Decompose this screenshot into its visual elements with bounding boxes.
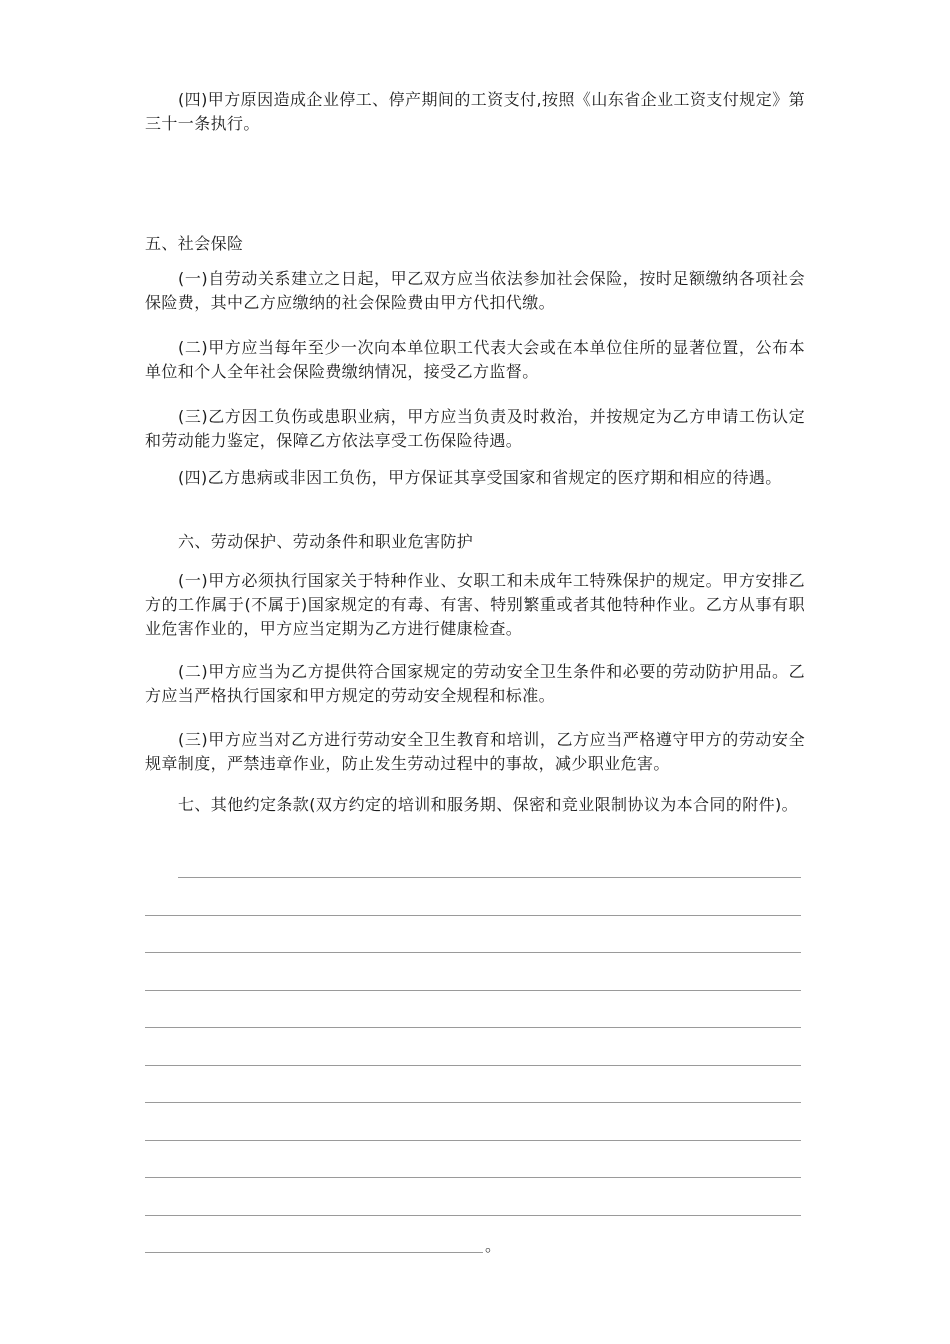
document-page xyxy=(145,0,805,1344)
blank-line xyxy=(145,1177,801,1178)
blank-line xyxy=(145,1215,801,1216)
blank-line-last xyxy=(145,1252,483,1253)
blank-line xyxy=(145,915,801,916)
blank-line xyxy=(145,952,801,953)
clause-5-4: (四)乙方患病或非因工负伤，甲方保证其享受国家和省规定的医疗期和相应的待遇。 xyxy=(178,468,782,487)
clause-5-1: (一)自劳动关系建立之日起，甲乙双方应当依法参加社会保险，按时足额缴纳各项社会保险费，其中乙方应缴纳的社会保险费由甲方代扣代缴。 xyxy=(145,269,805,312)
blank-line xyxy=(145,1140,801,1141)
blank-line xyxy=(145,1027,801,1028)
clause-6-3: (三)甲方应当对乙方进行劳动安全卫生教育和培训，乙方应当严格遵守甲方的劳动安全规章制度，严禁违章作业，防止发生劳动过程中的事故，减少职业危害。 xyxy=(145,730,805,773)
section-5-heading: 五、社会保险 xyxy=(145,234,244,253)
blank-end-mark: 。 xyxy=(485,1236,502,1255)
section-7-text: 七、其他约定条款(双方约定的培训和服务期、保密和竞业限制协议为本合同的附件)。 xyxy=(178,795,799,814)
section-6-heading: 六、劳动保护、劳动条件和职业危害防护 xyxy=(178,532,474,551)
blank-line xyxy=(178,877,801,878)
clause-5-3: (三)乙方因工负伤或患职业病，甲方应当负责及时救治，并按规定为乙方申请工伤认定和劳动能力鉴定，保障乙方依法享受工伤保险待遇。 xyxy=(145,407,805,450)
clause-6-1: (一)甲方必须执行国家关于特种作业、女职工和未成年工特殊保护的规定。甲方安排乙方的工作属于(不属于)国家规定的有毒、有害、特别繁重或者其他特种作业。乙方从事有职业危害作业的，甲方应当定期为乙方进行健康检查。 xyxy=(145,571,805,638)
blank-line xyxy=(145,1102,801,1103)
clause-6-2: (二)甲方应当为乙方提供符合国家规定的劳动安全卫生条件和必要的劳动防护用品。乙方应当严格执行国家和甲方规定的劳动安全规程和标准。 xyxy=(145,662,805,705)
blank-line xyxy=(145,1065,801,1066)
blank-line xyxy=(145,990,801,991)
clause-5-2: (二)甲方应当每年至少一次向本单位职工代表大会或在本单位住所的显著位置，公布本单位和个人全年社会保险费缴纳情况，接受乙方监督。 xyxy=(145,338,805,381)
clause-4-4: (四)甲方原因造成企业停工、停产期间的工资支付,按照《山东省企业工资支付规定》第三十一条执行。 xyxy=(145,90,805,133)
